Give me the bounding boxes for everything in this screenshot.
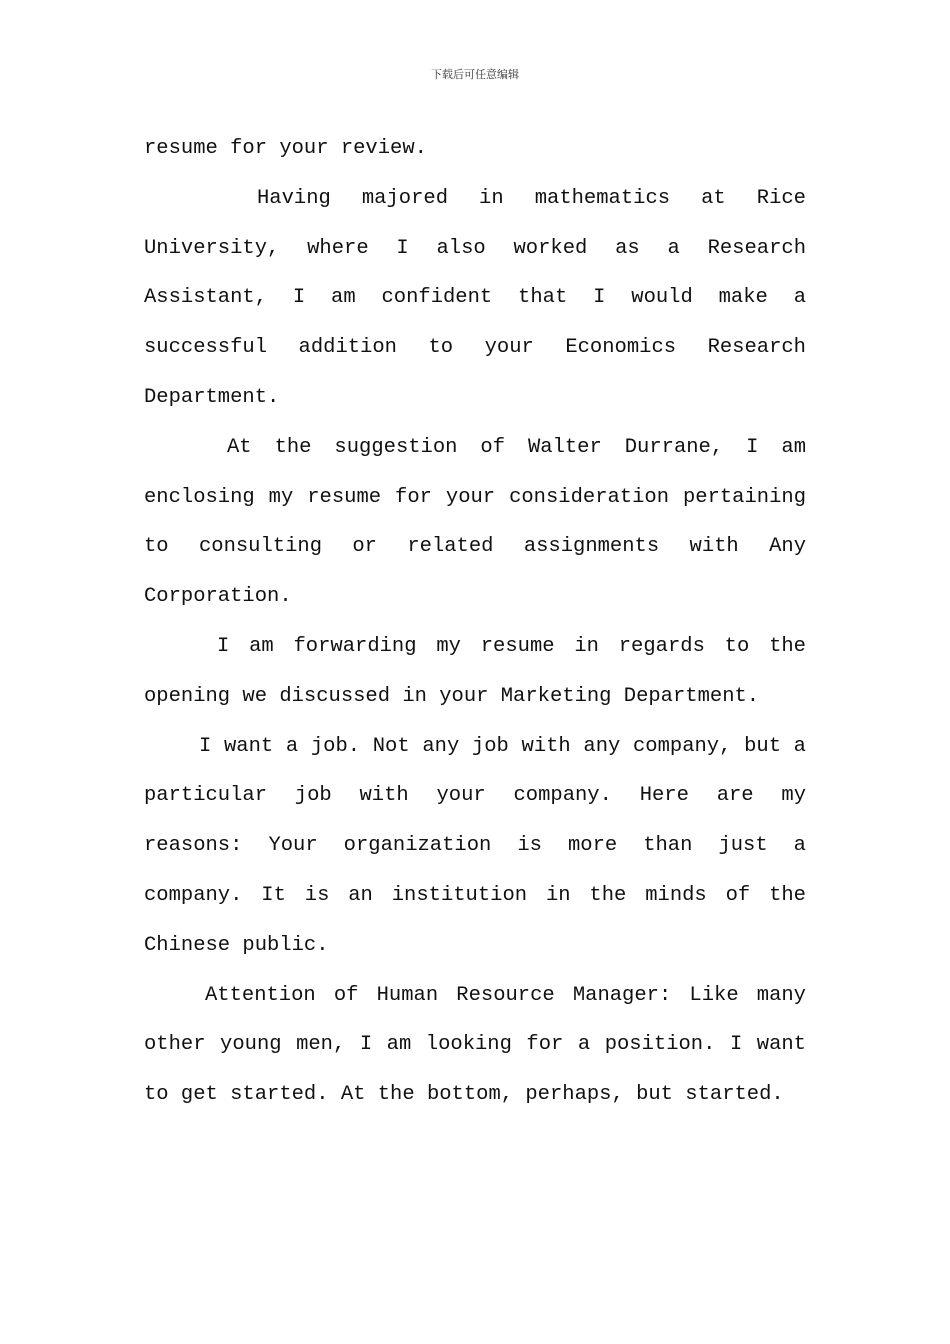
paragraph-want-a-job: I want a job. Not any job with any company, but a particular job with your company. Here are my reasons: Your organization is more than just a company. It is an institution in the minds of the Chinese public. xyxy=(144,734,806,957)
paragraph-walter-durrane: At the suggestion of Walter Durrane, I am enclosing my resume for your consideration pertaining to consulting or related assignments with Any Corporation. xyxy=(144,435,806,609)
paragraph-hr-manager: Attention of Human Resource Manager: Like many other young men, I am looking for a position. I want to get started. At the bottom, perhaps, but started. xyxy=(144,983,806,1107)
paragraph-continuation: resume for your review. xyxy=(144,137,427,160)
paragraph-rice-university: Having majored in mathematics at Rice University, where I also worked as a Research Assistant, I am confident that I would make a successful addition to your Economics Research Department. xyxy=(144,186,806,409)
paragraph-marketing-department: I am forwarding my resume in regards to the opening we discussed in your Marketing Department. xyxy=(144,634,806,708)
page-header-note: 下载后可任意编辑 xyxy=(431,68,519,81)
document-body xyxy=(144,124,806,1120)
